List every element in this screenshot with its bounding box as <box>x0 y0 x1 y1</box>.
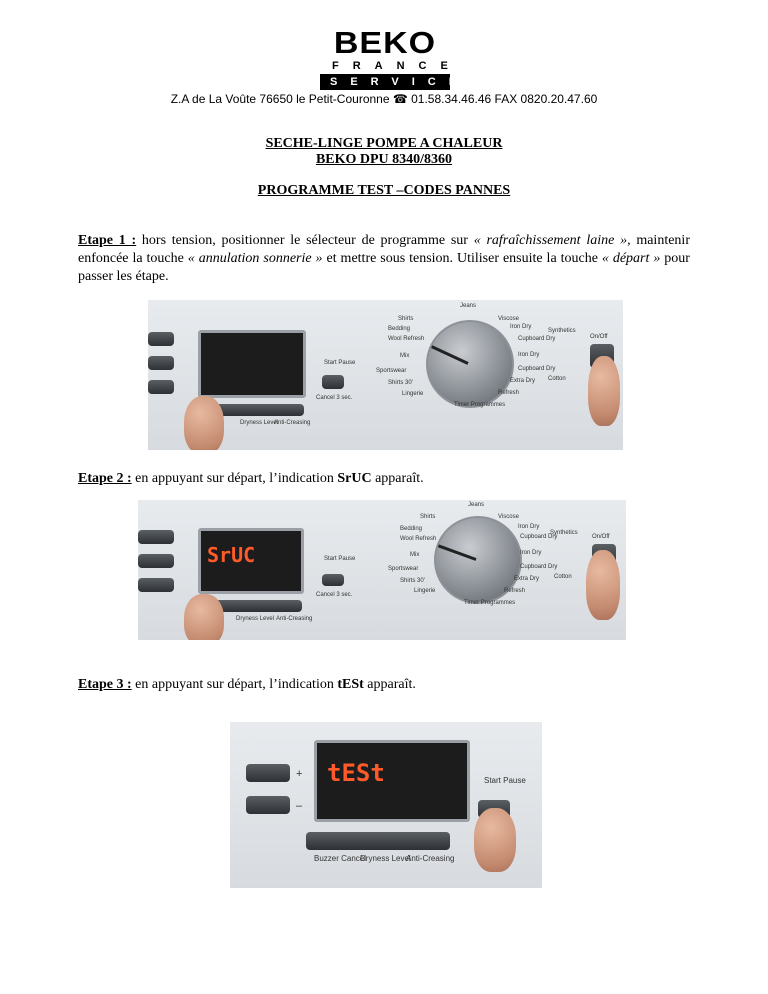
label-extra-dry: Extra Dry <box>510 378 536 384</box>
logo-brand: BEKO <box>333 25 437 61</box>
label-cupboard: Cupboard Dry <box>520 534 558 540</box>
step-3-label: Etape 3 : <box>78 677 132 692</box>
finger <box>474 808 516 872</box>
label-buzzer: Buzzer Cancel <box>314 854 367 863</box>
label-timer: Timer Programmes <box>454 402 506 408</box>
doc-model: BEKO DPU 8340/8360 <box>315 152 453 167</box>
lcd-display <box>314 740 470 822</box>
label-cupboard-2: Cupboard Dry <box>520 564 558 570</box>
lcd-text: SrUC <box>207 543 256 567</box>
panel-button <box>138 530 174 544</box>
panel-button <box>246 764 290 782</box>
step-3-code: tESt <box>337 677 364 692</box>
doc-title: SECHE-LINGE POMPE A CHALEUR <box>265 136 503 151</box>
label-refresh: Refresh <box>498 390 520 396</box>
label-refresh: Refresh <box>504 588 526 594</box>
label-viscose: Viscose <box>498 316 519 322</box>
label-shirts: Shirts <box>420 514 436 520</box>
doc-subtitle: PROGRAMME TEST –CODES PANNES <box>257 183 511 198</box>
label-mix: Mix <box>410 552 420 558</box>
label-viscose: Viscose <box>498 514 519 520</box>
label-bedding: Bedding <box>400 526 423 532</box>
label-onoff: On/Off <box>592 534 610 540</box>
photo-step-3 <box>230 722 542 888</box>
label-cancel: Cancel 3 sec. <box>316 395 353 401</box>
label-start-pause: Start Pause <box>484 776 526 785</box>
step-3-text <box>78 676 690 694</box>
finger <box>586 550 620 620</box>
panel-button <box>148 332 174 346</box>
label-iron-dry: Iron Dry <box>518 524 540 530</box>
label-dryness: Dryness Level <box>360 854 411 863</box>
panel-button <box>138 554 174 568</box>
option-buttons <box>306 832 450 850</box>
step-2-part: en appuyant sur départ, l’indication <box>131 471 338 486</box>
panel-button <box>148 356 174 370</box>
label-lingerie: Lingerie <box>402 391 424 397</box>
step-2-label: Etape 2 : <box>78 471 132 486</box>
lcd-text: tESt <box>327 759 385 787</box>
label-dryness: Dryness Level <box>236 616 275 622</box>
label-cancel: Cancel 3 sec. <box>316 592 353 598</box>
finger <box>184 594 224 640</box>
label-lingerie: Lingerie <box>414 588 436 594</box>
label-cupboard: Cupboard Dry <box>518 336 556 342</box>
label-synthetics: Synthetics <box>550 530 578 536</box>
start-button <box>322 574 344 586</box>
label-mix: Mix <box>400 353 410 359</box>
step-1-em: « annulation sonnerie » <box>187 251 323 266</box>
step-2-code: SrUC <box>337 471 372 486</box>
start-button <box>322 375 344 389</box>
beko-logo <box>320 25 490 90</box>
panel-button <box>138 578 174 592</box>
label-extra-dry: Extra Dry <box>514 576 540 582</box>
label-anti: Anti-Creasing <box>276 616 313 622</box>
label-anti: Anti-Creasing <box>406 854 455 863</box>
step-3-part: apparaît. <box>363 677 416 692</box>
step-1-em: « rafraîchissement laine », <box>473 233 631 248</box>
label-wool-refresh: Wool Refresh <box>400 536 437 542</box>
label-shirts30: Shirts 30' <box>388 380 413 386</box>
finger <box>184 396 224 450</box>
finger <box>588 356 620 426</box>
step-1-part: hors tension, positionner le sélecteur de programme sur <box>136 233 474 248</box>
step-1-part: pour passer les étape. <box>78 251 690 284</box>
label-sportswear: Sportswear <box>376 368 407 374</box>
label-iron-dry-2: Iron Dry <box>520 550 542 556</box>
logo-france: FRANCE <box>332 60 462 72</box>
panel-button <box>148 380 174 394</box>
label-synthetics: Synthetics <box>548 328 576 334</box>
label-onoff: On/Off <box>590 334 608 340</box>
company-address: Z.A de La Voûte 76650 le Petit-Couronne ☎ 01.58.34.46.46 FAX 0820.20.47.60 <box>170 92 598 106</box>
panel-button <box>246 796 290 814</box>
photo-step-1 <box>148 300 623 450</box>
label-cotton: Cotton <box>554 574 572 580</box>
label-shirts: Shirts <box>398 316 414 322</box>
label-sportswear: Sportswear <box>388 566 419 572</box>
step-1-part: et mettre sous tension. Utiliser ensuite la touche <box>322 251 602 266</box>
label-cotton: Cotton <box>548 376 566 382</box>
label-iron-dry: Iron Dry <box>510 324 532 330</box>
minus-sign: – <box>296 800 303 812</box>
step-1-text <box>78 232 690 286</box>
lcd-display <box>198 528 304 594</box>
logo-services: SERVICES <box>320 74 450 90</box>
label-dryness: Dryness Level <box>240 420 279 426</box>
label-jeans: Jeans <box>460 303 477 309</box>
step-1-label: Etape 1 : <box>78 233 137 248</box>
label-anti: Anti-Creasing <box>274 420 311 426</box>
label-start-pause: Start Pause <box>324 360 356 366</box>
step-2-part: apparaît. <box>371 471 424 486</box>
label-timer: Timer Programmes <box>464 600 516 606</box>
label-jeans: Jeans <box>468 502 485 508</box>
label-wool-refresh: Wool Refresh <box>388 336 425 342</box>
label-bedding: Bedding <box>388 326 411 332</box>
photo-step-2 <box>138 500 626 640</box>
step-3-part: en appuyant sur départ, l’indication <box>131 677 338 692</box>
step-2-text <box>78 470 690 488</box>
lcd-display <box>198 330 306 398</box>
label-iron-dry-2: Iron Dry <box>518 352 540 358</box>
step-1-em: « départ » <box>601 251 661 266</box>
label-shirts30: Shirts 30' <box>400 578 425 584</box>
label-start-pause: Start Pause <box>324 556 356 562</box>
label-cupboard-2: Cupboard Dry <box>518 366 556 372</box>
plus-sign: + <box>296 768 303 780</box>
step-1-part: maintenir enfoncée la touche <box>78 233 690 266</box>
